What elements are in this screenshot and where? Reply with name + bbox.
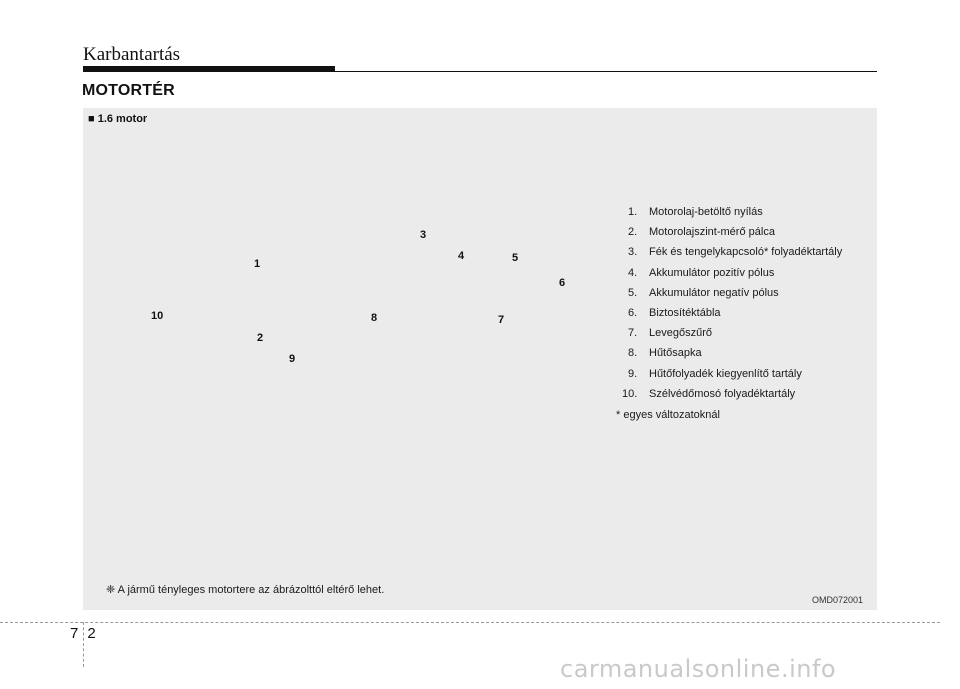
section-title: MOTORTÉR <box>82 82 175 99</box>
header-rule-thick <box>83 66 335 72</box>
legend-item <box>616 246 874 266</box>
legend-text: Motorolaj-betöltő nyílás <box>649 206 763 218</box>
callout-7: 7 <box>498 314 505 326</box>
callout-10: 10 <box>151 310 164 322</box>
legend-text: Szélvédőmosó folyadéktartály <box>649 387 796 400</box>
legend-list <box>616 206 874 408</box>
legend-item <box>616 287 874 307</box>
legend-number: 1. <box>628 206 638 218</box>
legend-item <box>616 327 874 347</box>
page-number: 72 <box>70 625 105 642</box>
callout-6: 6 <box>559 277 566 289</box>
chapter-title: Karbantartás <box>83 44 181 65</box>
legend-number: 9. <box>628 367 638 380</box>
legend-number: 5. <box>628 286 638 299</box>
callout-9: 9 <box>289 353 296 365</box>
callout-3: 3 <box>420 229 427 241</box>
legend-text: Motorolajszint-mérő pálca <box>649 226 775 239</box>
legend-number: 7. <box>628 327 638 340</box>
callout-8: 8 <box>371 312 378 324</box>
legend-text: Levegőszűrő <box>649 327 712 340</box>
legend-text: Akkumulátor pozitív pólus <box>649 266 775 279</box>
callout-1: 1 <box>254 258 261 270</box>
legend-footnote: * egyes változatoknál <box>616 409 720 421</box>
legend-item <box>616 226 874 246</box>
legend-item <box>616 307 874 327</box>
header-rule-thin <box>335 71 877 72</box>
legend-text: Akkumulátor negatív pólus <box>649 286 779 299</box>
legend-number: 10. <box>622 387 638 400</box>
callout-5: 5 <box>512 252 519 264</box>
legend-number: 4. <box>628 266 638 279</box>
legend-item <box>616 388 874 408</box>
figure-code: OMD072001 <box>812 595 864 605</box>
legend-number: 2. <box>628 226 638 239</box>
legend-number: 6. <box>628 306 638 319</box>
watermark: carmanualsonline.info <box>560 655 837 683</box>
legend-text: Hűtőfolyadék kiegyenlítő tartály <box>649 367 802 380</box>
legend-text: Hűtősapka <box>649 347 702 360</box>
legend-number: 8. <box>628 347 638 360</box>
legend-number: 3. <box>628 246 638 259</box>
callout-2: 2 <box>257 332 264 344</box>
legend-text: Biztosítéktábla <box>649 306 721 319</box>
callout-4: 4 <box>458 250 465 262</box>
legend-item <box>616 267 874 287</box>
figure-label: ■ 1.6 motor <box>88 113 148 125</box>
legend-item <box>616 368 874 388</box>
page-footer-rule <box>0 622 940 623</box>
legend-item <box>616 206 874 226</box>
legend-item <box>616 347 874 367</box>
legend-text: Fék és tengelykapcsoló* folyadéktartály <box>649 246 843 259</box>
figure-disclaimer: ❈ A jármű tényleges motortere az ábrázolttól eltérő lehet. <box>106 584 385 596</box>
